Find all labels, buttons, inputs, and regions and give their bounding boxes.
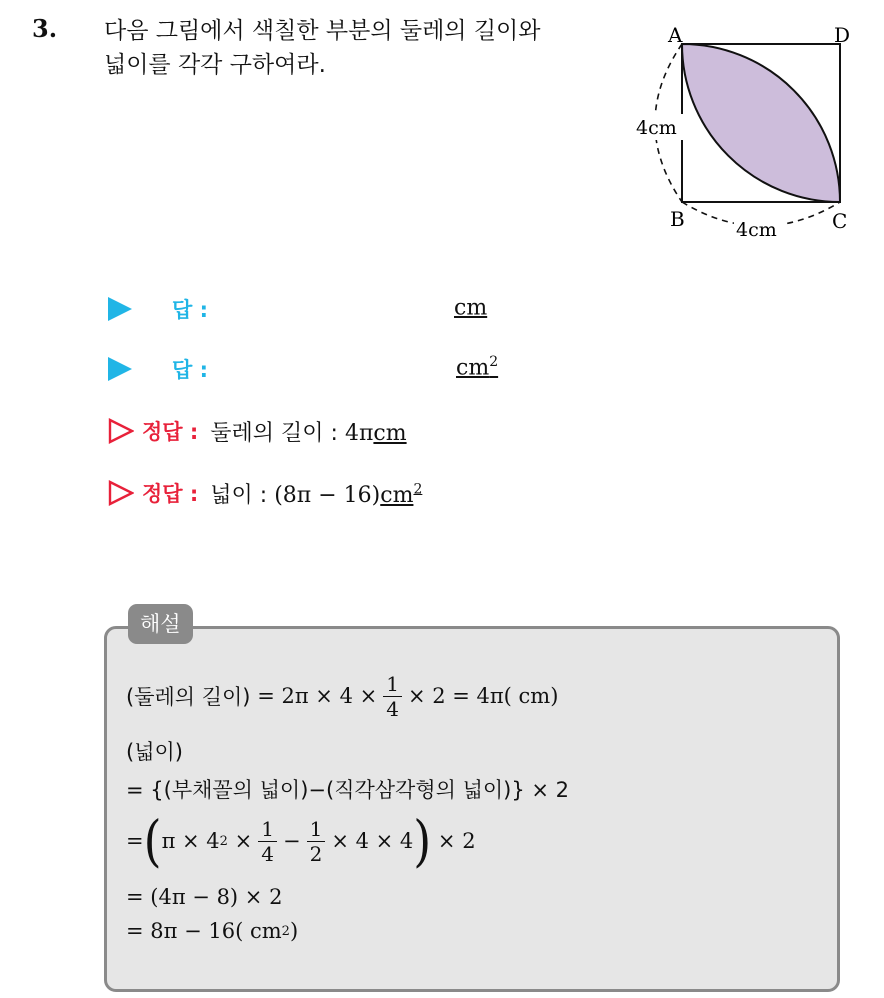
answer-row-1 [108, 292, 208, 326]
correct-answer-text: 넓이 : $(8\pi - 16)cm^2$ [210, 481, 423, 508]
explanation-line: = {(부채꼴의 넓이)−(직각삼각형의 넓이)} × 2 [126, 778, 570, 802]
answer-unit: $cm^2$ [456, 354, 499, 381]
explanation-line: (둘레의 길이) = 2π × 4 × $\frac{1}{4}$ × 2 = 4π( cm) [126, 671, 559, 721]
fraction: $\frac{1}{2}$ [307, 817, 326, 866]
correct-row-1 [108, 414, 407, 448]
answer-unit: cm [454, 295, 488, 321]
outline-triangle-icon [108, 418, 134, 444]
explanation-line: = ( π × 4 2 × $\frac{1}{4}$ − $\frac{1}{2}$ × 4 × 4 ) × 2 [126, 808, 476, 874]
side-left-label: 4cm [636, 117, 677, 139]
fraction: $\frac{1}{4}$ [383, 672, 402, 721]
label-d: D [834, 23, 851, 47]
label-b: B [670, 207, 685, 231]
answer-label: 답 : [172, 298, 208, 322]
correct-answer-text: 둘레의 길이 : 4πcm [210, 420, 407, 446]
correct-label: 정답 : [142, 482, 199, 506]
explanation-line: (넓이) [126, 740, 183, 764]
problem-number: 3. [32, 14, 58, 43]
fraction: $\frac{1}{4}$ [258, 817, 277, 866]
explanation-tab: 해설 [128, 604, 193, 644]
side-bottom-label: 4cm [736, 219, 777, 241]
play-triangle-icon [108, 297, 132, 321]
geometry-figure [618, 18, 868, 250]
problem-text [104, 14, 624, 82]
answer-label: 답 : [172, 358, 208, 382]
label-a: A [668, 23, 683, 47]
explanation-content [126, 666, 569, 948]
shaded-lens [682, 44, 840, 202]
problem-text-line: 다음 그림에서 색칠한 부분의 둘레의 길이와 [104, 18, 541, 44]
problem-text-line: 넓이를 각각 구하여라. [104, 52, 326, 78]
correct-label: 정답 : [142, 420, 199, 444]
correct-row-2 [108, 476, 422, 510]
explanation-line: = (4π − 8) × 2 [126, 885, 283, 909]
play-triangle-icon [108, 357, 132, 381]
label-c: C [832, 209, 848, 233]
answer-row-2 [108, 352, 208, 386]
explanation-line: = 8π − 16( cm 2 ) [126, 919, 299, 943]
outline-triangle-icon [108, 480, 134, 506]
